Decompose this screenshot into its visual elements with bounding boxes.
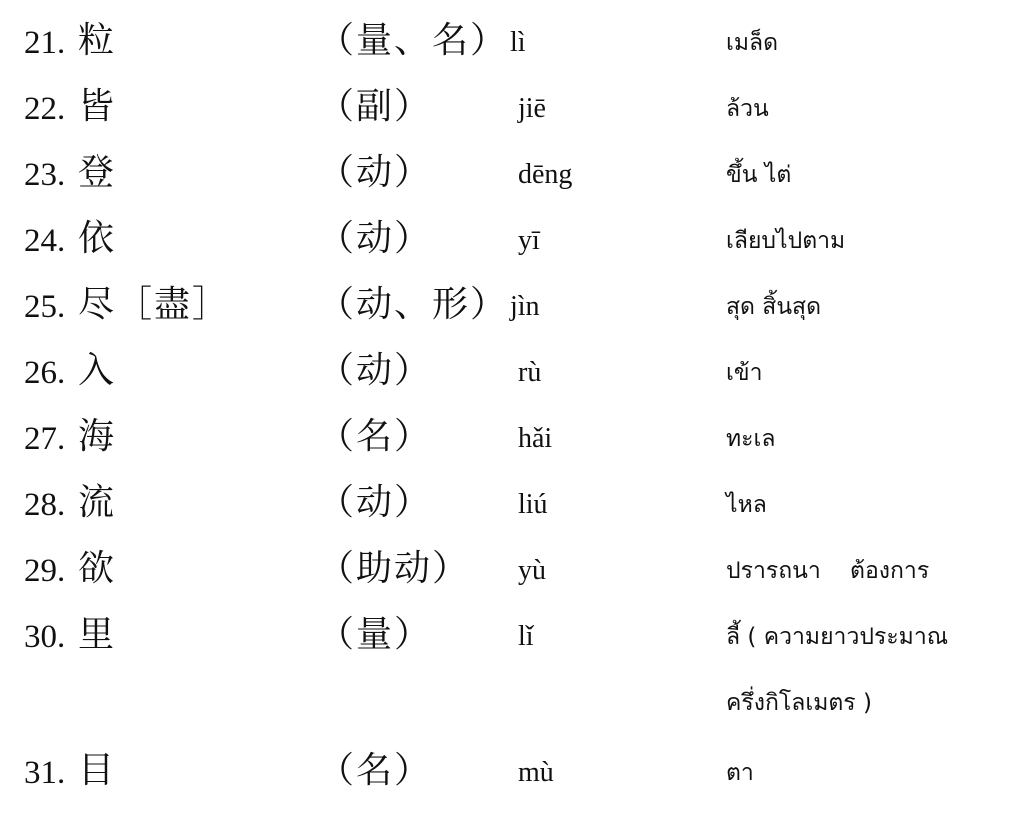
entry-part-of-speech: （动） (318, 350, 433, 391)
entry-thai-meaning: สุด สิ้นสุด (726, 294, 822, 320)
entry-number: 27. (24, 421, 66, 457)
entry-hanzi: 粒 (78, 20, 117, 61)
vocab-row-26 (0, 340, 1024, 406)
entry-hanzi: 里 (78, 614, 117, 655)
entry-hanzi: 尽［盡］ (78, 284, 231, 325)
entry-hanzi: 皆 (78, 86, 117, 127)
entry-hanzi: 依 (78, 218, 117, 259)
vocab-row-21 (0, 10, 1024, 76)
entry-hanzi: 欲 (78, 548, 117, 589)
entry-hanzi: 目 (78, 750, 117, 791)
entry-hanzi: 流 (78, 482, 117, 523)
vocab-row-29 (0, 538, 1024, 604)
entry-number: 23. (24, 157, 66, 193)
entry-part-of-speech: （副） (318, 86, 433, 127)
entry-pinyin: yù (518, 555, 546, 586)
entry-thai-meaning-continued: ครึ่งกิโลเมตร ) (726, 690, 872, 716)
entry-pinyin: liú (518, 489, 548, 520)
entry-pinyin: mù (518, 757, 554, 788)
entry-pinyin: lǐ (518, 621, 534, 652)
entry-part-of-speech: （量、名） (318, 20, 509, 61)
entry-pinyin: jiē (518, 93, 546, 124)
entry-pinyin: jìn (510, 291, 540, 322)
vocab-row-23 (0, 142, 1024, 208)
vocab-row-30 (0, 604, 1024, 740)
entry-pinyin: hǎi (518, 423, 553, 454)
vocab-row-22 (0, 76, 1024, 142)
vocab-row-27 (0, 406, 1024, 472)
entry-thai-meaning: เลียบไปตาม (726, 228, 846, 254)
entry-number: 29. (24, 553, 66, 589)
entry-number: 31. (24, 755, 66, 791)
entry-thai-meaning: ขึ้น ไต่ (726, 162, 792, 188)
entry-number: 25. (24, 289, 66, 325)
entry-hanzi: 登 (78, 152, 117, 193)
entry-hanzi: 海 (78, 416, 117, 457)
entry-pinyin: dēng (518, 159, 573, 190)
vocab-row-25 (0, 274, 1024, 340)
entry-part-of-speech: （名） (318, 750, 433, 791)
entry-thai-meaning: ล้วน (726, 96, 769, 122)
vocab-row-31 (0, 740, 1024, 806)
entry-part-of-speech: （助动） (318, 548, 471, 589)
entry-part-of-speech: （名） (318, 416, 433, 457)
entry-thai-meaning: เมล็ด (726, 30, 779, 56)
entry-pinyin: rù (518, 357, 542, 388)
entry-thai-meaning: ไหล (726, 492, 767, 518)
vocab-row-24 (0, 208, 1024, 274)
entry-pinyin: lì (510, 27, 526, 58)
entry-thai-meaning: ปรารถนา ต้องการ (726, 558, 930, 584)
entry-number: 26. (24, 355, 66, 391)
entry-part-of-speech: （动、形） (318, 284, 509, 325)
vocab-row-28 (0, 472, 1024, 538)
entry-thai-meaning: ตา (726, 760, 754, 786)
entry-part-of-speech: （动） (318, 218, 433, 259)
entry-number: 28. (24, 487, 66, 523)
entry-number: 24. (24, 223, 66, 259)
entry-part-of-speech: （动） (318, 152, 433, 193)
entry-part-of-speech: （动） (318, 482, 433, 523)
entry-number: 21. (24, 25, 66, 61)
entry-number: 30. (24, 619, 66, 655)
entry-thai-meaning: เข้า (726, 360, 763, 386)
entry-thai-meaning: ทะเล (726, 426, 776, 452)
entry-pinyin: yī (518, 225, 540, 256)
entry-part-of-speech: （量） (318, 614, 433, 655)
entry-hanzi: 入 (78, 350, 117, 391)
entry-thai-meaning: ลี้ ( ความยาวประมาณ (726, 624, 949, 650)
entry-number: 22. (24, 91, 66, 127)
